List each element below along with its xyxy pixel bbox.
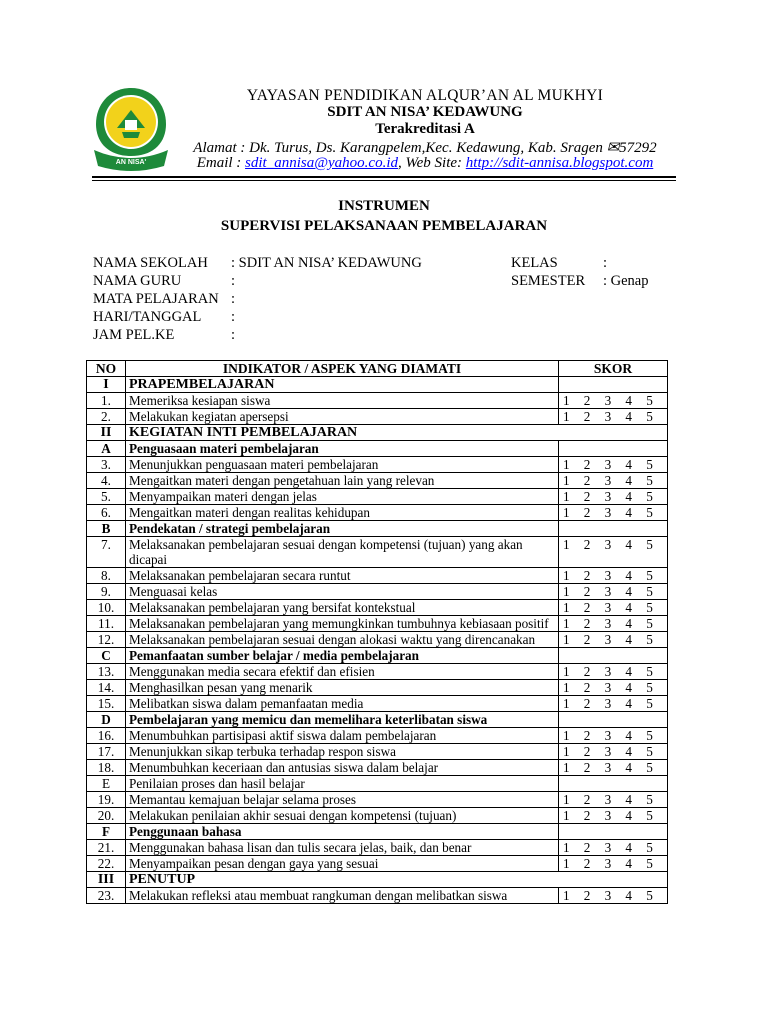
score-option[interactable]: 4	[625, 680, 632, 695]
row-indicator: Melaksanakan pembelajaran sesuai dengan kompetensi (tujuan) yang akan dicapai	[126, 537, 559, 568]
score-option[interactable]: 3	[604, 505, 612, 520]
score-option[interactable]: 5	[646, 457, 653, 472]
score-option[interactable]: 3	[604, 616, 612, 631]
section-row	[87, 377, 668, 393]
info-value: :	[231, 309, 236, 325]
subsection-row	[87, 776, 668, 792]
score-option[interactable]: 3	[604, 664, 612, 679]
score-option[interactable]: 3	[604, 760, 612, 775]
row-number: 20.	[87, 808, 126, 824]
score-option[interactable]: 2	[583, 696, 591, 711]
score-option[interactable]: 1	[563, 600, 570, 615]
info-label: HARI/TANGGAL	[93, 309, 202, 325]
score-option[interactable]: 5	[646, 393, 653, 408]
row-indicator: Mengaitkan materi dengan realitas kehidupan	[126, 505, 559, 521]
row-score	[559, 537, 668, 568]
score-option[interactable]: 5	[646, 696, 653, 711]
score-option[interactable]: 1	[563, 680, 570, 695]
score-option[interactable]: 5	[646, 680, 653, 695]
row-score	[559, 409, 668, 425]
table-row	[87, 888, 668, 904]
accreditation: Terakreditasi A	[375, 121, 475, 137]
score-option[interactable]: 4	[625, 856, 632, 871]
score-option[interactable]: 5	[646, 856, 653, 871]
row-indicator: Menguasai kelas	[126, 584, 559, 600]
table-row	[87, 537, 668, 568]
table-row	[87, 489, 668, 505]
row-score	[559, 616, 668, 632]
table-row	[87, 792, 668, 808]
row-score	[559, 664, 668, 680]
score-option[interactable]: 2	[583, 505, 591, 520]
score-option[interactable]: 4	[625, 760, 632, 775]
table-row	[87, 696, 668, 712]
score-option[interactable]: 1	[563, 840, 570, 855]
table-row	[87, 616, 668, 632]
row-indicator: Melaksanakan pembelajaran secara runtut	[126, 568, 559, 584]
score-option[interactable]: 1	[563, 760, 570, 775]
score-option[interactable]: 4	[625, 393, 632, 408]
email-link[interactable]: sdit_annisa@yahoo.co.id	[245, 155, 399, 171]
info-right-label: KELAS	[511, 255, 558, 271]
score-option[interactable]: 1	[563, 696, 570, 711]
row-indicator: Melaksanakan pembelajaran sesuai dengan alokasi waktu yang direncanakan	[126, 632, 559, 648]
score-option[interactable]: 1	[563, 632, 570, 647]
table-row	[87, 505, 668, 521]
row-indicator: Menyampaikan materi dengan jelas	[126, 489, 559, 505]
score-option[interactable]: 5	[646, 888, 653, 903]
row-score	[559, 441, 668, 457]
score-option[interactable]: 1	[563, 792, 570, 807]
supervision-table	[86, 360, 668, 904]
info-label: NAMA SEKOLAH	[93, 255, 208, 271]
row-indicator: Memeriksa kesiapan siswa	[126, 393, 559, 409]
score-option[interactable]: 2	[583, 808, 591, 823]
school-address: Alamat : Dk. Turus, Ds. Karangpelem,Kec. Kedawung, Kab. Sragen ✉57292	[193, 140, 657, 156]
score-option[interactable]: 3	[604, 856, 612, 871]
score-option[interactable]: 5	[646, 584, 653, 599]
score-option[interactable]: 3	[604, 888, 612, 903]
score-option[interactable]: 2	[583, 568, 591, 583]
score-option[interactable]: 2	[583, 457, 591, 472]
row-score	[559, 393, 668, 409]
score-option[interactable]: 2	[583, 584, 591, 599]
subsection-row	[87, 521, 668, 537]
score-option[interactable]: 3	[604, 409, 612, 424]
score-option[interactable]: 4	[625, 505, 632, 520]
row-number: 8.	[87, 568, 126, 584]
score-option[interactable]: 5	[646, 600, 653, 615]
info-labels	[93, 254, 219, 344]
score-option[interactable]: 3	[604, 393, 612, 408]
row-score	[559, 760, 668, 776]
score-option[interactable]: 4	[625, 537, 632, 552]
score-option[interactable]: 1	[563, 808, 570, 823]
score-option[interactable]: 3	[604, 600, 612, 615]
score-option[interactable]: 5	[646, 664, 653, 679]
subsection-row	[87, 712, 668, 728]
score-option[interactable]: 1	[563, 505, 570, 520]
score-option[interactable]: 5	[646, 489, 653, 504]
score-option[interactable]: 2	[583, 393, 591, 408]
row-number: 19.	[87, 792, 126, 808]
info-right-label: SEMESTER	[511, 273, 586, 289]
score-option[interactable]: 3	[604, 808, 612, 823]
row-number: 5.	[87, 489, 126, 505]
row-indicator: KEGIATAN INTI PEMBELAJARAN	[126, 425, 668, 441]
score-option[interactable]: 4	[625, 840, 632, 855]
score-option[interactable]: 5	[646, 760, 653, 775]
row-number: 3.	[87, 457, 126, 473]
row-score	[559, 856, 668, 872]
row-indicator: PENUTUP	[126, 872, 668, 888]
score-option[interactable]: 4	[625, 808, 632, 823]
row-indicator: Menggunakan bahasa lisan dan tulis secara jelas, baik, dan benar	[126, 840, 559, 856]
score-option[interactable]: 1	[563, 473, 570, 488]
score-option[interactable]: 5	[646, 808, 653, 823]
score-option[interactable]: 4	[625, 664, 632, 679]
subsection-row	[87, 441, 668, 457]
score-option[interactable]: 5	[646, 473, 653, 488]
row-indicator: Pendekatan / strategi pembelajaran	[126, 521, 559, 537]
score-option[interactable]: 3	[604, 537, 612, 552]
score-option[interactable]: 4	[625, 616, 632, 631]
score-option[interactable]: 1	[563, 568, 570, 583]
row-indicator: Menunjukkan sikap terbuka terhadap respon siswa	[126, 744, 559, 760]
row-number: 22.	[87, 856, 126, 872]
row-number: E	[87, 776, 126, 792]
table-row	[87, 840, 668, 856]
score-option[interactable]: 2	[583, 792, 591, 807]
section-row	[87, 425, 668, 441]
row-score	[559, 680, 668, 696]
row-number: 11.	[87, 616, 126, 632]
score-option[interactable]: 4	[625, 473, 632, 488]
score-option[interactable]: 3	[604, 584, 612, 599]
doc-title: INSTRUMEN	[338, 198, 430, 214]
table-row	[87, 584, 668, 600]
score-option[interactable]: 3	[604, 632, 612, 647]
info-values	[231, 254, 422, 344]
score-option[interactable]: 1	[563, 856, 570, 871]
row-score	[559, 568, 668, 584]
table-row	[87, 457, 668, 473]
row-score	[559, 489, 668, 505]
row-number: 9.	[87, 584, 126, 600]
row-number: 13.	[87, 664, 126, 680]
col-header-no: NO	[87, 361, 126, 377]
col-header-score: SKOR	[559, 361, 668, 377]
row-score	[559, 648, 668, 664]
table-row	[87, 473, 668, 489]
row-score	[559, 744, 668, 760]
score-option[interactable]: 3	[604, 473, 612, 488]
score-option[interactable]: 2	[583, 616, 591, 631]
score-option[interactable]: 4	[625, 728, 632, 743]
row-number: 4.	[87, 473, 126, 489]
score-option[interactable]: 4	[625, 584, 632, 599]
row-number: III	[87, 872, 126, 888]
row-indicator: Menghasilkan pesan yang menarik	[126, 680, 559, 696]
score-option[interactable]: 2	[583, 744, 591, 759]
score-option[interactable]: 2	[583, 664, 591, 679]
score-option[interactable]: 4	[625, 600, 632, 615]
score-option[interactable]: 1	[563, 457, 570, 472]
table-row	[87, 808, 668, 824]
row-score	[559, 600, 668, 616]
row-score	[559, 888, 668, 904]
row-number: 1.	[87, 393, 126, 409]
score-option[interactable]: 5	[646, 632, 653, 647]
table-body	[87, 377, 668, 904]
score-option[interactable]: 4	[625, 568, 632, 583]
info-label: NAMA GURU	[93, 273, 182, 289]
website-link[interactable]: http://sdit-annisa.blogspot.com	[465, 155, 654, 171]
doc-subtitle: SUPERVISI PELAKSANAAN PEMBELAJARAN	[220, 218, 548, 234]
score-option[interactable]: 2	[583, 840, 591, 855]
score-option[interactable]: 5	[646, 744, 653, 759]
score-option[interactable]: 3	[604, 489, 612, 504]
row-score	[559, 584, 668, 600]
info-value: :	[231, 327, 236, 343]
foundation-name: YAYASAN PENDIDIKAN ALQUR’AN AL MUKHYI	[246, 87, 604, 104]
row-indicator: Melakukan kegiatan apersepsi	[126, 409, 559, 425]
score-option[interactable]: 3	[604, 568, 612, 583]
score-option[interactable]: 5	[646, 792, 653, 807]
row-number: 23.	[87, 888, 126, 904]
row-number: 2.	[87, 409, 126, 425]
row-number: C	[87, 648, 126, 664]
row-indicator: Menumbuhkan partisipasi aktif siswa dalam pembelajaran	[126, 728, 559, 744]
score-option[interactable]: 1	[563, 393, 570, 408]
info-right-value: :	[603, 255, 608, 271]
score-option[interactable]: 2	[583, 760, 591, 775]
row-indicator: Penilaian proses dan hasil belajar	[126, 776, 559, 792]
school-name: SDIT AN NISA’ KEDAWUNG	[327, 104, 523, 120]
table-header-row	[87, 361, 668, 377]
school-logo	[92, 84, 170, 174]
row-indicator: Menumbuhkan keceriaan dan antusias siswa dalam belajar	[126, 760, 559, 776]
table-row	[87, 856, 668, 872]
score-option[interactable]: 1	[563, 616, 570, 631]
score-option[interactable]: 2	[583, 537, 591, 552]
info-right-value: : Genap	[603, 273, 649, 289]
row-number: 6.	[87, 505, 126, 521]
row-score	[559, 696, 668, 712]
table-row	[87, 664, 668, 680]
score-option[interactable]: 1	[563, 664, 570, 679]
score-option[interactable]: 1	[563, 744, 570, 759]
table-row	[87, 728, 668, 744]
table-row	[87, 744, 668, 760]
score-option[interactable]: 5	[646, 728, 653, 743]
score-option[interactable]: 2	[583, 856, 591, 871]
subsection-row	[87, 824, 668, 840]
row-score	[559, 824, 668, 840]
score-option[interactable]: 5	[646, 537, 653, 552]
score-option[interactable]: 3	[604, 744, 612, 759]
score-option[interactable]: 4	[625, 457, 632, 472]
info-value: :	[231, 273, 236, 289]
score-option[interactable]: 1	[563, 728, 570, 743]
info-value: :	[231, 291, 236, 307]
table-row	[87, 632, 668, 648]
score-option[interactable]: 2	[583, 489, 591, 504]
row-number: 12.	[87, 632, 126, 648]
row-score	[559, 840, 668, 856]
row-score	[559, 473, 668, 489]
row-indicator: Penggunaan bahasa	[126, 824, 559, 840]
row-indicator: Menunjukkan penguasaan materi pembelajaran	[126, 457, 559, 473]
score-option[interactable]: 4	[625, 696, 632, 711]
row-indicator: Mengaitkan materi dengan pengetahuan lain yang relevan	[126, 473, 559, 489]
row-number: 15.	[87, 696, 126, 712]
score-option[interactable]: 3	[604, 457, 612, 472]
score-option[interactable]: 5	[646, 568, 653, 583]
score-option[interactable]: 2	[583, 473, 591, 488]
row-indicator: Pemanfaatan sumber belajar / media pembelajaran	[126, 648, 559, 664]
row-number: D	[87, 712, 126, 728]
row-score	[559, 521, 668, 537]
row-number: I	[87, 377, 126, 393]
row-number: F	[87, 824, 126, 840]
col-header-indicator: INDIKATOR / ASPEK YANG DIAMATI	[126, 361, 559, 377]
score-option[interactable]: 3	[604, 840, 612, 855]
row-indicator: Penguasaan materi pembelajaran	[126, 441, 559, 457]
score-option[interactable]: 1	[563, 888, 570, 903]
row-number: 7.	[87, 537, 126, 568]
row-number: A	[87, 441, 126, 457]
score-option[interactable]: 5	[646, 409, 653, 424]
row-score	[559, 776, 668, 792]
score-option[interactable]: 2	[583, 888, 591, 903]
score-option[interactable]: 2	[583, 632, 591, 647]
row-score	[559, 792, 668, 808]
row-score	[559, 505, 668, 521]
score-option[interactable]: 1	[563, 409, 570, 424]
header-divider	[92, 176, 676, 178]
row-score	[559, 712, 668, 728]
row-indicator: Melaksanakan pembelajaran yang memungkinkan tumbuhnya kebiasaan positif	[126, 616, 559, 632]
email-prefix: Email :	[196, 155, 246, 171]
info-right-labels	[511, 254, 585, 290]
row-indicator: Melaksanakan pembelajaran yang bersifat kontekstual	[126, 600, 559, 616]
row-number: 16.	[87, 728, 126, 744]
score-option[interactable]: 2	[583, 728, 591, 743]
subsection-row	[87, 648, 668, 664]
score-option[interactable]: 1	[563, 537, 570, 552]
score-option[interactable]: 2	[583, 409, 591, 424]
row-indicator: Melakukan penilaian akhir sesuai dengan kompetensi (tujuan)	[126, 808, 559, 824]
score-option[interactable]: 2	[583, 600, 591, 615]
score-option[interactable]: 4	[625, 888, 632, 903]
score-option[interactable]: 1	[563, 489, 570, 504]
table-row	[87, 393, 668, 409]
row-indicator: PRAPEMBELAJARAN	[126, 377, 559, 393]
row-number: 18.	[87, 760, 126, 776]
score-option[interactable]: 4	[625, 489, 632, 504]
score-option[interactable]: 5	[646, 840, 653, 855]
row-score	[559, 808, 668, 824]
header-divider-thin	[92, 180, 676, 181]
score-option[interactable]: 2	[583, 680, 591, 695]
table-row	[87, 568, 668, 584]
score-option[interactable]: 3	[604, 792, 612, 807]
info-right-values	[603, 254, 649, 290]
row-indicator: Menggunakan media secara efektif dan efisien	[126, 664, 559, 680]
score-option[interactable]: 4	[625, 632, 632, 647]
score-option[interactable]: 4	[625, 744, 632, 759]
row-indicator: Melakukan refleksi atau membuat rangkuman dengan melibatkan siswa	[126, 888, 559, 904]
row-score	[559, 377, 668, 393]
row-number: 14.	[87, 680, 126, 696]
score-option[interactable]: 1	[563, 584, 570, 599]
row-number: B	[87, 521, 126, 537]
contact-line	[160, 155, 690, 172]
score-option[interactable]: 3	[604, 696, 612, 711]
table-row	[87, 600, 668, 616]
section-row	[87, 872, 668, 888]
score-option[interactable]: 3	[604, 728, 612, 743]
score-option[interactable]: 4	[625, 792, 632, 807]
row-number: 17.	[87, 744, 126, 760]
row-number: II	[87, 425, 126, 441]
info-value: : SDIT AN NISA’ KEDAWUNG	[231, 255, 422, 271]
row-indicator: Memantau kemajuan belajar selama proses	[126, 792, 559, 808]
table-row	[87, 760, 668, 776]
score-option[interactable]: 3	[604, 680, 612, 695]
row-score	[559, 457, 668, 473]
logo-text: AN NISA'	[115, 159, 147, 166]
info-label: JAM PEL.KE	[93, 327, 175, 343]
row-indicator: Menyampaikan pesan dengan gaya yang sesuai	[126, 856, 559, 872]
row-score	[559, 728, 668, 744]
row-number: 21.	[87, 840, 126, 856]
info-label: MATA PELAJARAN	[93, 291, 219, 307]
table-row	[87, 409, 668, 425]
score-option[interactable]: 5	[646, 505, 653, 520]
row-indicator: Pembelajaran yang memicu dan memelihara keterlibatan siswa	[126, 712, 559, 728]
web-prefix: , Web Site:	[398, 155, 466, 171]
row-indicator: Melibatkan siswa dalam pemanfaatan media	[126, 696, 559, 712]
row-number: 10.	[87, 600, 126, 616]
score-option[interactable]: 5	[646, 616, 653, 631]
row-score	[559, 632, 668, 648]
table-row	[87, 680, 668, 696]
score-option[interactable]: 4	[625, 409, 632, 424]
